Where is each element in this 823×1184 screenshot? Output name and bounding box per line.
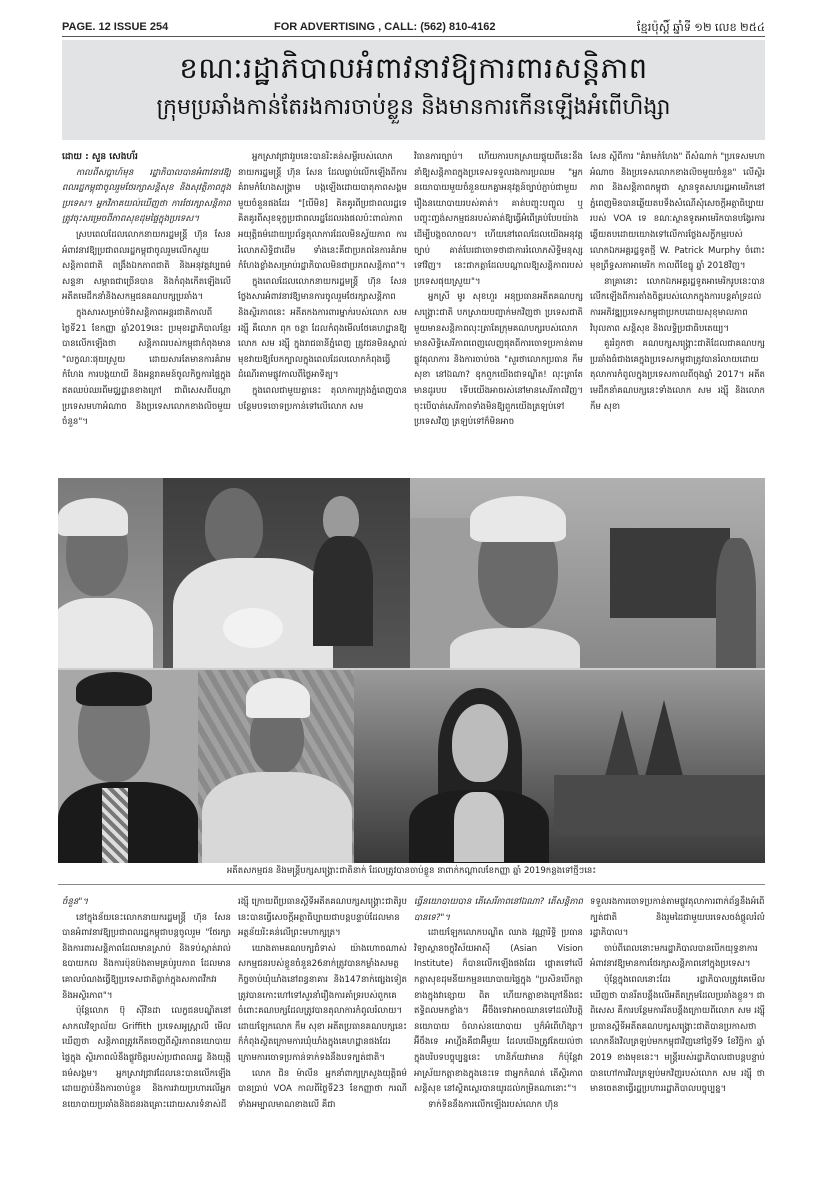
paragraph: រង្ស៊ី ក្រោយពីប្រធានស្តីទីអតីតគណបក្សសង្គ្រោះជាតិរូបនេះបានធ្វើសេចក្តីអត្ថាធិប្បាយជាបន្តបន្ទាប់ដែលមានអត្ថន័យរិះគន់លើព្រះមហាក្សត្រ។	[238, 897, 407, 939]
photo-collage	[58, 478, 765, 863]
paragraph: វិធានការច្បាប់។ ហើយការបកស្រាយផ្ទុយពីនេះនឹងនាំឱ្យសន្តិភាពក្នុងប្រទេសទទួលរងការប្រឈម "អ្នកនយោបាយមួយចំនួនយកគ្នាអនុវត្តន៍ច្បាប់ភ្ជាប់ជាមួយរឿងនយោបាយរបស់គាត់។ គាត់បញ្ចុះបញ្ចូល ឬបញ្ចុះញ្ចង់សកម្មជនរបស់គាត់ឱ្យធ្វើអំពើគ្រប់បែបយ៉ាងដើម្បីបង្កចលាចល។ ហើយនៅពេលដែលយើងអនុវត្តច្បាប់ គាត់បែរជាចោទថាជាការរំលោភសិទ្ធិមនុស្សទៅវិញ។ នេះជាកត្តាដែលបណ្តាលឱ្យសន្តិភាពរបស់ប្រទេសផុយស្រួយ"។	[414, 152, 583, 287]
page-header-bar	[62, 20, 765, 37]
paragraph: លោក ជិន ម៉ាលីន អ្នកនាំពាក្យក្រសួងយុត្តិធម៌បានប្រាប់ VOA កាលពីថ្ងៃទី23 ខែកញ្ញាថា ករណីទាំងអម្បាលមាណខាងលើ គឺជា	[238, 1068, 407, 1110]
paragraph: អ្នកស្រី មូរ សុខហួរ អនុប្រធានអតីតគណបក្សសង្គ្រោះជាតិ បកស្រាយបញ្ជាក់មកវិញថា ប្រទេសជាតិមួយមានសន្តិភាពលុះត្រាតែក្រុមគណបក្សរបស់លោកមានសិទ្ធិសេរីភាពពេញលេញផុតពីការចោទប្រកាន់តាមផ្លូវតុលាការ និងការចាប់ចង "សួរថាលោកប្រធាន កឹម សុខា នៅឯណា? ឧុកពួកយើងជាទណ្ឌិត! លុះត្រាតែមានដូរបប ទើបយើងអាចរស់នៅមានសេរីភាពវិញ។ ចុះបើបាត់សេរីភាពទាំងមិនឱ្យពួកយើងត្រឡប់ទៅប្រទេសវិញ ត្រឡប់ទៅក៏មិនអាច	[414, 292, 583, 428]
paragraph: សែន ស្តីពីការ "គំរាមកំហែង" ពីសំណាក់ "ប្រទេសមហាអំណាច និងប្រទេសលោកខាងលិចមួយចំនួន" លើស្ថិរភាព និងសន្តិភាពកម្ពុជា ស្ថានទូតសហរដ្ឋអាមេរិកនៅភ្នំពេញមិនបានឆ្លើយតបទឹងសំណើសុំសេចក្តីអត្ថាធិប្បាយរបស់ VOA ទេ ខណៈស្ថានទូតអាមេរិកបានបង្វែរការឆ្លើយតបដោយយោងទៅលើការថ្លែងសក្ខីកម្មរបស់លោកឯកអគ្គរដ្ឋទូតថ្មី W. Patrick Murphy ចំពោះមុខព្រឹទ្ធសភាអាមេរិក កាលពីខែធ្នូ ឆ្នាំ 2018វិញ។	[590, 152, 765, 272]
paragraph: កាលពីសប្តាហ៍មុន រដ្ឋាភិបាលបានអំពាវនាវឱ្យពលរដ្ឋកម្ពុជាចូលរួមថែរក្សាសន្តិសុខ និងសុវត្ថិភាពក្នុងប្រទេស។ អ្នកវិភាគយល់ឃើញថា ការថែរក្សាសន្តិភាពត្រូវចុះសម្រេចពីភាពសុខដុមផ្ទៃក្នុងប្រទេស។	[62, 167, 231, 225]
paragraph: ប៉ុន្តែក្នុងពេលនោះដែរ រដ្ឋាភិបាលត្រូវគេមើលឃើញថា បានរឹតបន្តឹងលើអតីតក្រុមដែលប្រឆាំងខ្លួន។ ជាពិសេស គឺការបន្ថែមការរឹតបន្តឹងក្រោយពីលោក សម រង្ស៊ី ប្រធានស្តីទីអតីតគណបក្សសង្គ្រោះជាតិបានប្រកាសថាលោកនឹងវិលត្រឡប់មកកម្ពុជាវិញនៅថ្ងៃទី9 ខែវិច្ឆិកា ឆ្នាំ 2019 ខាងមុខនេះ។ មន្ត្រីរបស់រដ្ឋាភិបាលជាបន្តបន្ទាប់បានហៅការវិលត្រឡប់មកវិញរបស់លោក សម រង្ស៊ី ថាមានចេតនាធ្វើរដ្ឋប្រហាររដ្ឋាភិបាលបច្ចុប្បន្ន។	[590, 974, 765, 1095]
page-issue-label: PAGE. 12 ISSUE 254	[62, 21, 169, 33]
paragraph: ប៉ុន្តែលោក ប៊ុ ស៊ីវិនដា លេក្ខជនបណ្ឌិតនៅសាកលវិទ្យាល័យ Griffith ប្រទេសអូស្ត្រាលី មើលឃើញថា សន្តិភាពត្រូវកើតចេញពីស្ថិរភាពនយោបាយផ្ទៃក្នុង ស្ថិរភាពលំនឹងផ្លូវចិត្តរបស់ប្រជាពលរដ្ឋ និងយុត្តិធម៌សង្គម។ អ្នកស្រាវជ្រាវដែលនេះបានលើកឡើង ដោយភ្ជាប់នឹងការចាប់ខ្លួន និងការវាយប្រហារលើអ្នកនយោបាយប្រឆាំងនិងជនរងគ្រោះដោយសារទំនាស់ដី	[62, 1006, 231, 1110]
headline-line-1: ខណៈរដ្ឋាភិបាលអំពាវនាវឱ្យការពារសន្តិភាព	[179, 51, 648, 85]
photo-woman-angkor-wat	[354, 670, 765, 863]
paragraph: អ្នកស្រាវជ្រាវរូបនេះបានរិះគន់សម្តីរបស់លោកនាយករដ្ឋមន្ត្រី ហ៊ុន សែន ដែលធ្លាប់លើកឡើងពីការគំរាមកំហែងសង្គ្រាម បង្កឡើងដោយបាតុភាពសង្គមមួយចំនួនផងដែរ "[បើមិន] គិតគូរពីប្រជាពលរដ្ឋទេ គិតគូរពីសុខទុក្ខប្រជាពលរដ្ឋដែលរងផលប៉ះពាល់ភាពអយុត្តិធម៌ដោយប្រព័ន្ធតុលាការដែលមិនស្វ័យភាព ការរំលោភសិទ្ធិជាដើម ទាំងនេះគឺជាប្រភពនៃការគំរាមកំហែងខ្លាំងសម្រាប់រដ្ឋាភិបាលមិនជាប្រភពសន្តិភាព"។	[238, 152, 407, 272]
paragraph: ស្របពេលដែលលោកនាយករដ្ឋមន្ត្រី ហ៊ុន សែន អំពាវនាវឱ្យប្រជាពលរដ្ឋកម្ពុជាចូលរួមលើកស្ទួយសន្តិភាពជាតិ ពង្រឹងឯកភាពជាតិ និងអនុវត្តវប្បធម៌សន្ទនា សម្ភាធជាច្រើនបាន និងកំពុងកើតឡើងលើអតីតមេដឹកនាំនិងសកម្មជនគណបក្សប្រឆាំង។	[62, 229, 231, 303]
byline: ដោយ : សួន សេងហ័រ	[62, 152, 138, 162]
photo-caption: អតីតសកម្មជន និងមន្ត្រីបក្សសង្គ្រោះជាតិនាក់ ដែលត្រូវបានចាប់ខ្លួន នាពាក់កណ្តាលខែកញ្ញា ឆ្នាំ 2019កន្លងទៅថ្មីៗនេះ	[58, 866, 765, 885]
paragraph: ក្នុងសារសម្រាប់ទិវាសន្តិភាពអន្តរជាតិកាលពីថ្ងៃទី21 ខែកញ្ញា ឆ្នាំ2019នេះ ប្រមុខរដ្ឋាភិបាលខ្មែរបានលើកឡើងថា សន្តិភាពរបស់កម្ពុជាកំពុងមាន "លក្ខណៈផុយស្រួយ ដោយសារតែមានការគំរាមកំហែង ការបង្កយាយី និងអន្តរាគមន៍ចូលកិច្ចការផ្ទៃក្នុងឥតឈប់ឈរពីមជ្ឈដ្ឋានខាងក្រៅ ជាពិសេសពីបណ្តាប្រទេសមហាអំណាច និងប្រទេសលោកខាងលិចមួយចំនួន"។	[62, 307, 231, 428]
article-column-3-top	[414, 150, 583, 472]
photo-man-white-cap-left	[58, 478, 163, 668]
paragraph: ដោយឡែកលោកបណ្ឌិត ឈាង វណ្ណារិទ្ធិ ប្រធានវិទ្យាស្ថានចក្ខុវិស័យអាស៊ី (Asian Vision Institute) ក៏បានលើកឡើងផងដែរ ផ្តោតទៅលើកត្តាសុខដុមនីយកម្មនយោបាយផ្ទៃក្នុង "ប្រសិនបើកត្តាខាងក្នុងវាខ្សោយ ពិត ហើយកត្តាខាងក្រៅនឹងជះឥទ្ធិពលមកខ្លាំង។ អ៊ីចឹងទេវាអាចឈានទៅដល់វិបត្តិនយោបាយ ចំលាស់នយោបាយ ឬក៏អំពើហិង្សា។ អ៊ីចឹងទេ អាហ្នឹងគឺជាអ៊ីមួយ ដែលយើងត្រូវតែយល់ថា ក្នុងបរិបទបច្ចុប្បន្ននេះ ហានិភ័យវាមាន ក៏ប៉ុន្តែវាអាស្រ័យកត្តាខាងក្នុងនេះទេ ជាអ្នកកំណត់ តើស្ថិរភាព សន្តិសុខ នៅស្ថិតស្ថេរបានយូរដល់កម្រិតណានោះ"។	[414, 928, 583, 1095]
paragraph: ធ្វើនយោបាយបាន តើសេរីភាពនៅឯណា? តើសន្តិភាពបានទេ?"។	[414, 897, 583, 923]
khmer-page-issue-label: ខ្មែរប៉ុស្តិ៍ ឆ្នាំទី ១២ លេខ ២៥៤	[636, 22, 765, 34]
paragraph: នាគ្រានោះ លោកឯកអគ្គរដ្ឋទូតអាមេរិករូបនេះបានលើកឡើងពីការតាំងចិត្តរបស់លោកក្នុងការបន្តគាំទ្រដល់ការអភិវឌ្ឍប្រទេសកម្ពុជាប្រកបដោយសុខុមាលភាព វិបុលភាព សន្តិសុខ និងលទ្ធិប្រជាធិបតេយ្យ។	[590, 276, 765, 334]
paragraph: ក្នុងពេលដែលលោកនាយករដ្ឋមន្ត្រី ហ៊ុន សែន ថ្លែងសារអំពាវនាវឱ្យមានការចូលរួមថែរក្សាសន្តិភាព និងស្ថិរភាពនេះ អតីតកងការពារម្នាក់របស់លោក សម រង្ស៊ី គឺលោក ពុក ចន្ថា ដែលកំពុងមើលថែគេហដ្ឋានឱ្យលោក សម រង្ស៊ី ក្នុងរាជធានីភ្នំពេញ ត្រូវជនមិនស្គាល់មុខវាយឱ្យបែកក្បាលក្នុងពេលដែលលោកកំពុងធ្វើដំណើរតាមផ្លូវកាលពីថ្ងៃអាទិត្យ។	[238, 276, 407, 381]
paragraph: ចំនួន"។	[62, 897, 88, 907]
article-column-2-bottom	[238, 895, 407, 1165]
headline-box	[62, 40, 765, 140]
article-column-3-bottom	[414, 895, 583, 1165]
paragraph: ក្នុងពេលជាមួយគ្នានេះ តុលាការក្រុងភ្នំពេញបានបន្ថែមបទចោទប្រកាន់ទៅលើលោក សម	[238, 385, 407, 412]
paragraph: យោងតាមគណបក្សជំទាស់ យ៉ាងហោចណាស់សកម្មជនរបស់ខ្លួនចំនួន26នាក់ត្រូវបានកម្លាំងសមត្ថកិច្ចចាប់ឃុំឃាំងនៅពន្ធនាគារ និង147នាក់ផ្សេងទៀត ត្រូវបានកោះហៅទៅសួរនាំរឿងការគាំទ្ររបស់ពួកគេចំពោះគណបក្សដែលត្រូវបានតុលាការកំពូលរំលាយ។ ដោយឡែកលោក កឹម សុខា អតីតប្រធានគណបក្សនេះក៏កំពុងស្ថិតក្រោមការឃុំឃាំងក្នុងគេហដ្ឋានផងដែរ ក្រោមការចោទប្រកាន់ទាក់ទងនឹងបទក្បត់ជាតិ។	[238, 943, 407, 1063]
article-column-4-top	[590, 150, 765, 472]
article-column-2-top	[238, 150, 407, 472]
article-column-4-bottom	[590, 895, 765, 1165]
paragraph: ទាក់ទិននឹងការលើកឡើងរបស់លោក ហ៊ុន	[428, 1099, 559, 1110]
paragraph: ចាប់ពីពេលនោះមករដ្ឋាភិបាលបានបើកយុទ្ធនាការអំពាវនាវឱ្យមានការថែរក្សាសន្តិភាពនៅក្នុងប្រទេស។	[590, 943, 758, 970]
photo-man-white-cap-outdoor	[410, 478, 765, 668]
advertising-contact: FOR ADVERTISING , CALL: (562) 810-4162	[274, 21, 496, 33]
photo-man-white-shirt	[163, 478, 410, 668]
article-column-1-bottom	[62, 895, 231, 1165]
paragraph: គួររំឭកថា គណបក្សសង្គ្រោះជាតិដែលជាគណបក្សប្រឆាំងធំជាងគេក្នុងប្រទេសកម្ពុជាត្រូវបានរំលាយដោយតុលាការកំពូលក្នុងប្រទេសកាលពីចុងឆ្នាំ 2017។ អតីតមេដឹកនាំគណបក្សនេះទាំងលោក សម រង្ស៊ី និងលោក កឹម សុខា	[590, 339, 765, 412]
paragraph: នៅក្នុងន័យនេះលោកនាយករដ្ឋមន្ត្រី ហ៊ុន សែន បានអំពាវនាវឱ្យប្រជាពលរដ្ឋកម្ពុជាបន្តចូលរួម "ថែរក្សានិងការពារសន្តិភាពដែលមានស្រាប់ និងទប់ស្កាត់រាល់ឧបាយកល និងការប៉ុនប៉ងតាមគ្រប់រូបភាព ដែលមានគោលបំណងធ្វើឱ្យប្រទេសជាតិធ្លាក់ក្នុងសភាពវឹកវរ និងអស្ថិរភាព"។	[62, 912, 231, 1001]
photo-man-suit-tie	[58, 670, 198, 863]
photo-man-white-helmet	[198, 670, 354, 863]
paragraph: ទទួលរងការចោទប្រកាន់តាមផ្លូវតុលាការពាក់ព័ន្ធនឹងអំពើក្បត់ជាតិ និងរួមដៃជាមួយបរទេសចង់ផ្តួលរំលំរដ្ឋាភិបាល។	[590, 897, 765, 939]
headline-line-2: ក្រុមប្រឆាំងកាន់តែរងការចាប់ខ្លួន និងមានការកើនឡើងអំពើហិង្សា	[156, 95, 671, 120]
article-column-1-top	[62, 150, 231, 472]
